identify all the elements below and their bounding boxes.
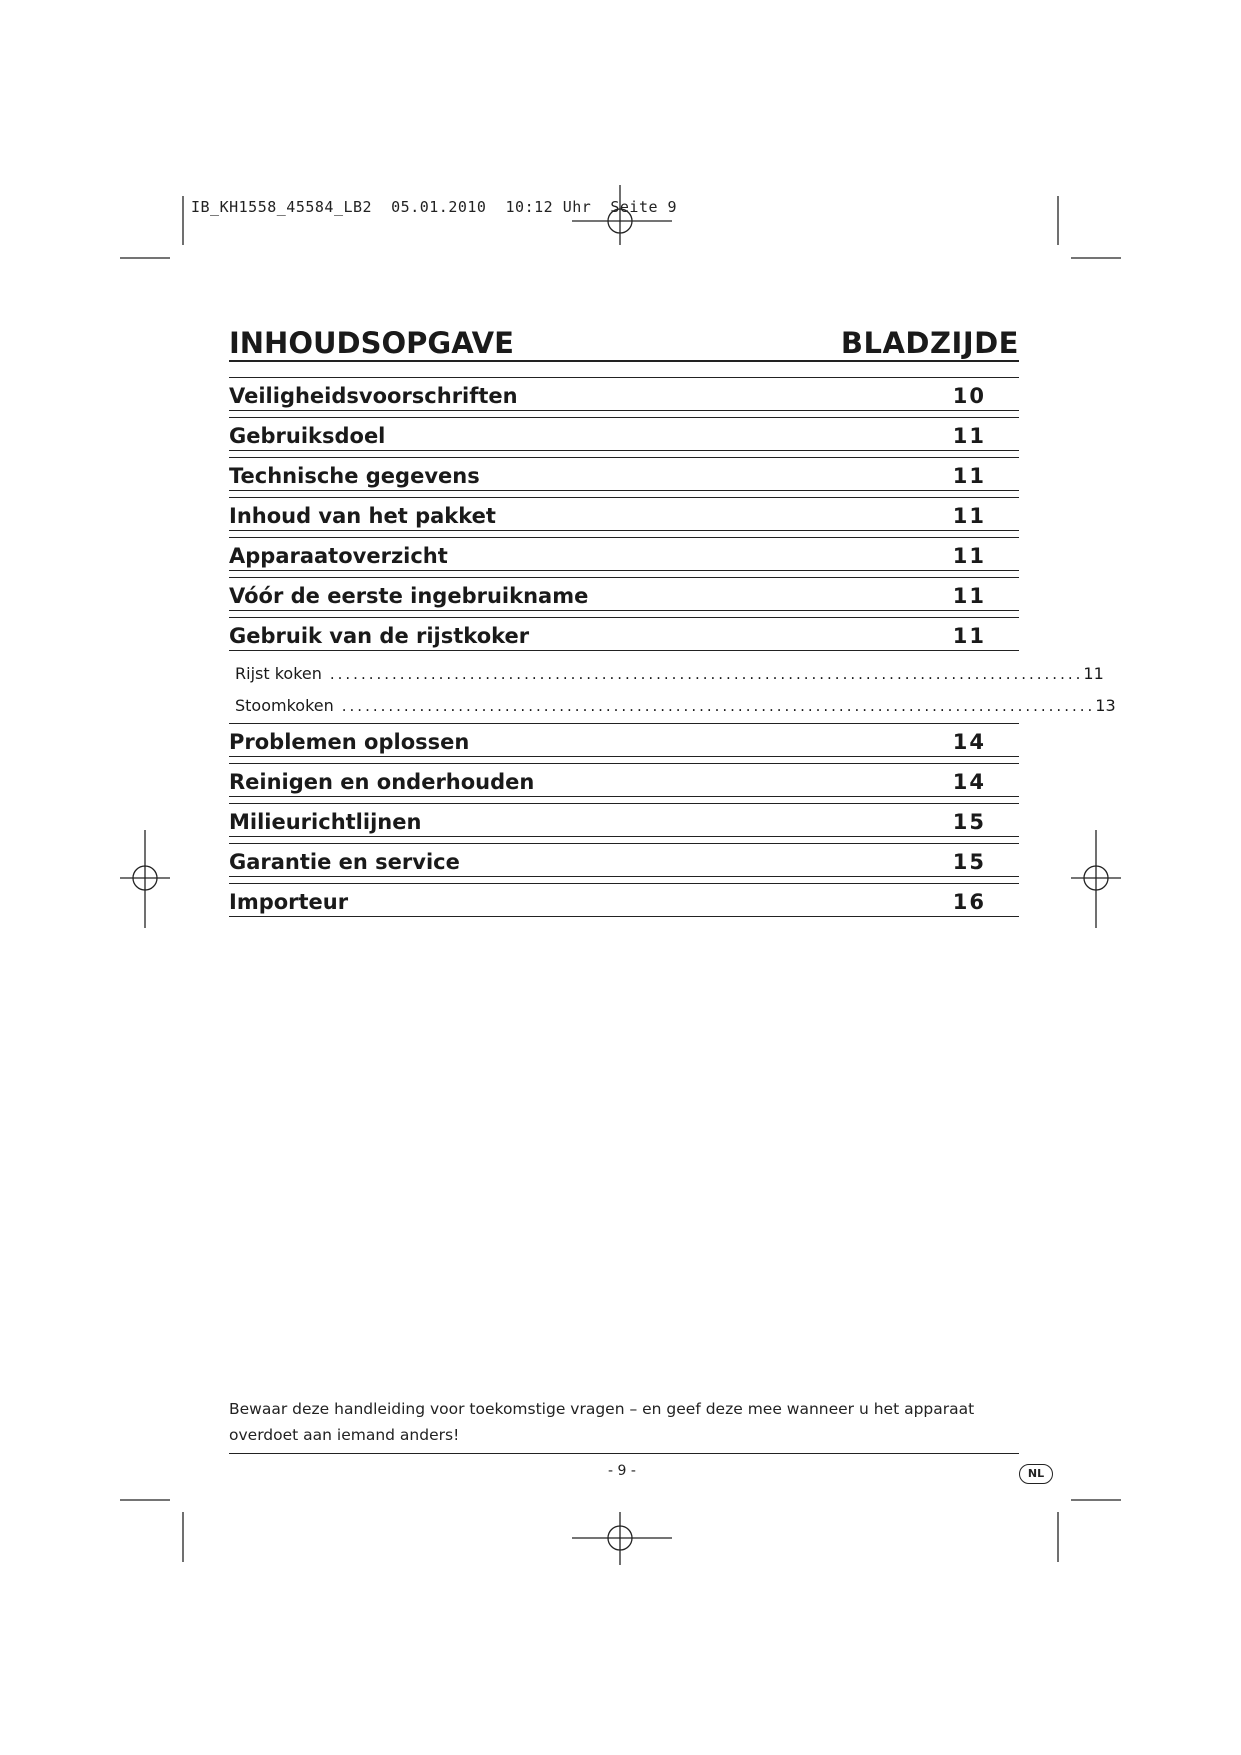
- toc-subentry[interactable]: [229, 651, 1104, 683]
- toc-entry-label: Garantie en service: [229, 850, 460, 874]
- toc-entry-page: 11: [952, 424, 986, 448]
- toc-entry-label: Vóór de eerste ingebruikname: [229, 584, 589, 608]
- toc-entry[interactable]: [229, 378, 1019, 411]
- storage-note: Bewaar deze handleiding voor toekomstige vragen – en geef deze mee wanneer u het apparaat overdoet aan iemand anders!: [229, 1400, 975, 1444]
- print-slug: IB_KH1558_45584_LB2 05.01.2010 10:12 Uhr Seite 9: [191, 198, 678, 216]
- toc-page-header: BLADZIJDE: [840, 326, 1019, 360]
- toc-subentries: [229, 651, 1116, 724]
- toc-subentry-label: Stoomkoken: [235, 696, 334, 715]
- toc-entry-page: 14: [952, 730, 986, 754]
- registration-mark-bottom: [572, 1512, 672, 1565]
- toc-entry[interactable]: [229, 498, 1019, 531]
- toc-entry[interactable]: [229, 764, 1019, 797]
- toc-entry-label: Apparaatoverzicht: [229, 544, 448, 568]
- toc-entry[interactable]: [229, 538, 1019, 571]
- toc-entry-page: 15: [952, 850, 986, 874]
- toc-entry-label: Problemen oplossen: [229, 730, 470, 754]
- toc-entry-label: Reinigen en onderhouden: [229, 770, 535, 794]
- toc-entry-page: 11: [952, 584, 986, 608]
- toc-subentry-label: Rijst koken: [235, 664, 322, 683]
- toc-entry-page: 11: [952, 544, 986, 568]
- toc-entry[interactable]: [229, 458, 1019, 491]
- toc-entry-page: 11: [952, 464, 986, 488]
- footer-rule: [229, 1453, 1019, 1454]
- toc-subentry-page: 13: [1095, 696, 1116, 715]
- toc-subentry-page: 11: [1083, 664, 1104, 683]
- toc-entry-page: 14: [952, 770, 986, 794]
- toc-entry-page: 16: [952, 890, 986, 914]
- toc-entry[interactable]: [229, 618, 1019, 651]
- toc-entry[interactable]: [229, 804, 1019, 837]
- table-of-contents: [229, 318, 1116, 917]
- toc-entry-label: Inhoud van het pakket: [229, 504, 496, 528]
- toc-entry[interactable]: [229, 578, 1019, 611]
- toc-entry-label: Gebruik van de rijstkoker: [229, 624, 530, 648]
- registration-mark-top: [572, 185, 672, 245]
- toc-entry-page: 15: [952, 810, 986, 834]
- page-number: - 9 -: [608, 1463, 636, 1479]
- language-badge: NL: [1019, 1464, 1053, 1484]
- toc-entry[interactable]: [229, 724, 1019, 757]
- toc-subentry[interactable]: [229, 683, 1116, 715]
- dot-leader: .................................................................................................: [341, 697, 1096, 715]
- toc-entry-label: Importeur: [229, 890, 349, 914]
- toc-entry[interactable]: [229, 418, 1019, 451]
- toc-entry-label: Veiligheidsvoorschriften: [229, 384, 518, 408]
- toc-header: [229, 318, 1019, 362]
- toc-header-rule: [229, 362, 1019, 378]
- toc-entry-page: 11: [952, 504, 986, 528]
- registration-mark-right: [1071, 830, 1121, 928]
- toc-title: INHOUDSOPGAVE: [229, 326, 514, 360]
- registration-mark-left: [120, 830, 170, 928]
- toc-entry-page: 10: [952, 384, 986, 408]
- toc-entry-label: Gebruiksdoel: [229, 424, 386, 448]
- toc-entry-page: 11: [952, 624, 986, 648]
- toc-entry[interactable]: [229, 884, 1019, 917]
- toc-entry-label: Technische gegevens: [229, 464, 480, 488]
- toc-entry-label: Milieurichtlijnen: [229, 810, 422, 834]
- dot-leader: .................................................................................................: [329, 665, 1084, 683]
- toc-entry[interactable]: [229, 844, 1019, 877]
